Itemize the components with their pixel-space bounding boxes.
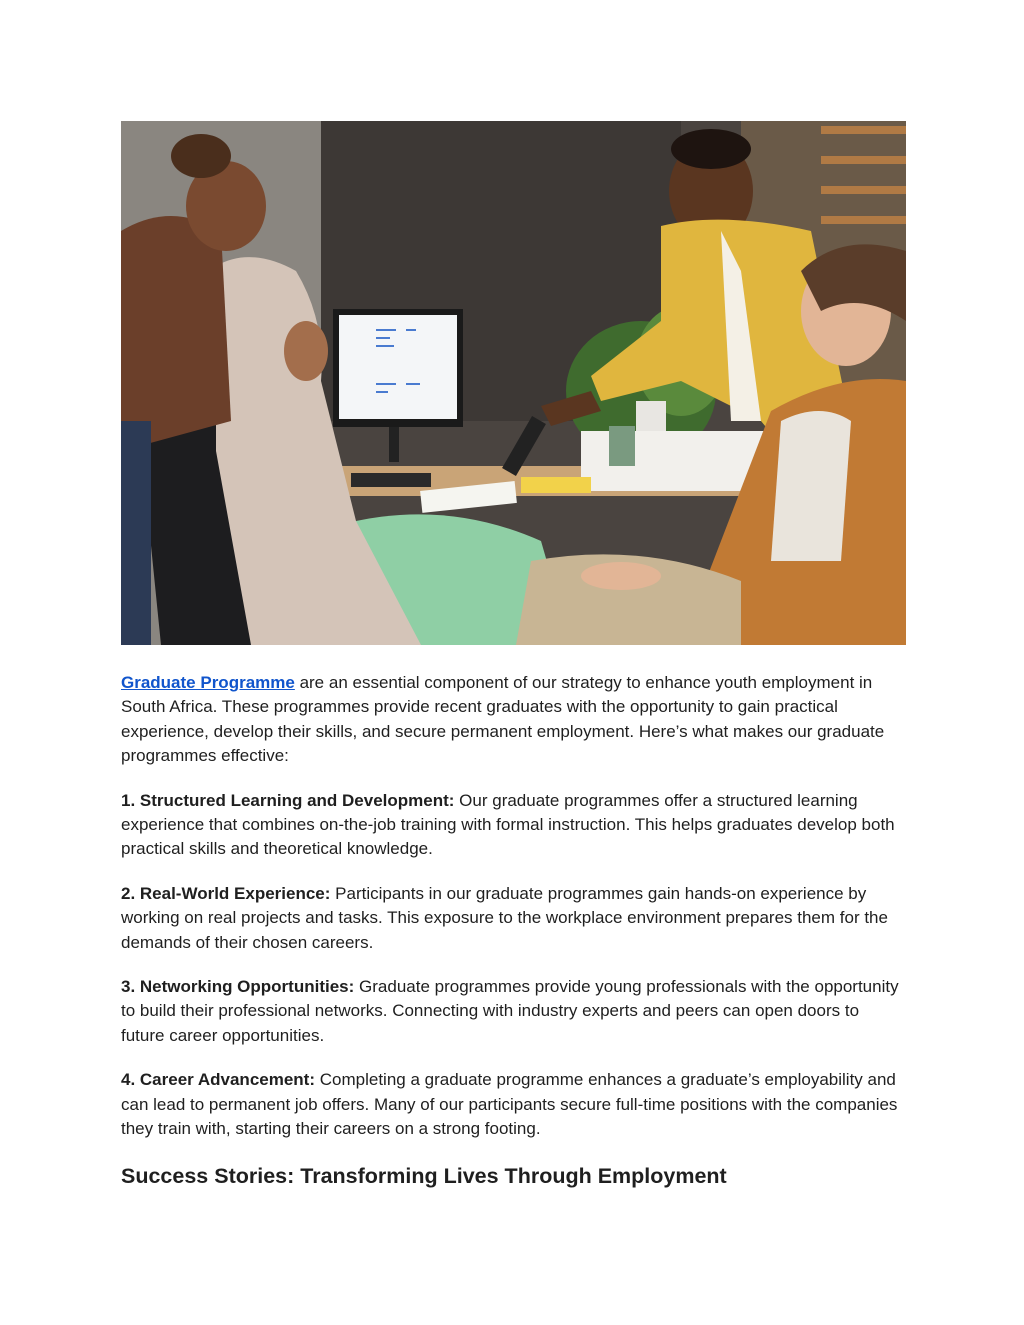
item-title: 2. Real-World Experience: [121, 883, 331, 903]
item-title: 1. Structured Learning and Development: [121, 790, 455, 810]
item-text: Graduate programmes provide young professionals with the opportunity to build their professional networks. Connecting with industry experts and peers can open doors to future career opportunities. [121, 977, 899, 1045]
document-page [121, 121, 907, 1190]
item-title: 4. Career Advancement: [121, 1070, 316, 1090]
list-item [121, 975, 907, 1048]
section-heading: Success Stories: Transforming Lives Through Employment [121, 1163, 727, 1188]
list-item [121, 1068, 907, 1141]
list-item [121, 789, 907, 862]
list-item [121, 882, 907, 955]
item-title: 3. Networking Opportunities: [121, 977, 355, 997]
item-text: Participants in our graduate programmes gain hands-on experience by working on real projects and tasks. This exposure to the workplace environment prepares them for the demands of their chosen careers. [121, 883, 888, 952]
item-text: Our graduate programmes offer a structured learning experience that combines on-the-job training with formal instruction. This helps graduates develop both practical skills and theoretical knowledge. [121, 790, 895, 859]
intro-text: are an essential component of our strategy to enhance youth employment in South Africa. These programmes provide recent graduates with the opportunity to gain practical experience, develop their skills, and secure permanent employment. Here’s what makes our graduate programmes effective: [121, 673, 885, 766]
office-team-photo [121, 121, 906, 645]
intro-paragraph [121, 671, 907, 769]
graduate-programme-link[interactable]: Graduate Programme [121, 673, 295, 692]
item-text: Completing a graduate programme enhances a graduate’s employability and can lead to permanent job offers. Many of our participants secure full-time positions with the companies they train with, starting their careers on a strong footing. [121, 1070, 898, 1139]
